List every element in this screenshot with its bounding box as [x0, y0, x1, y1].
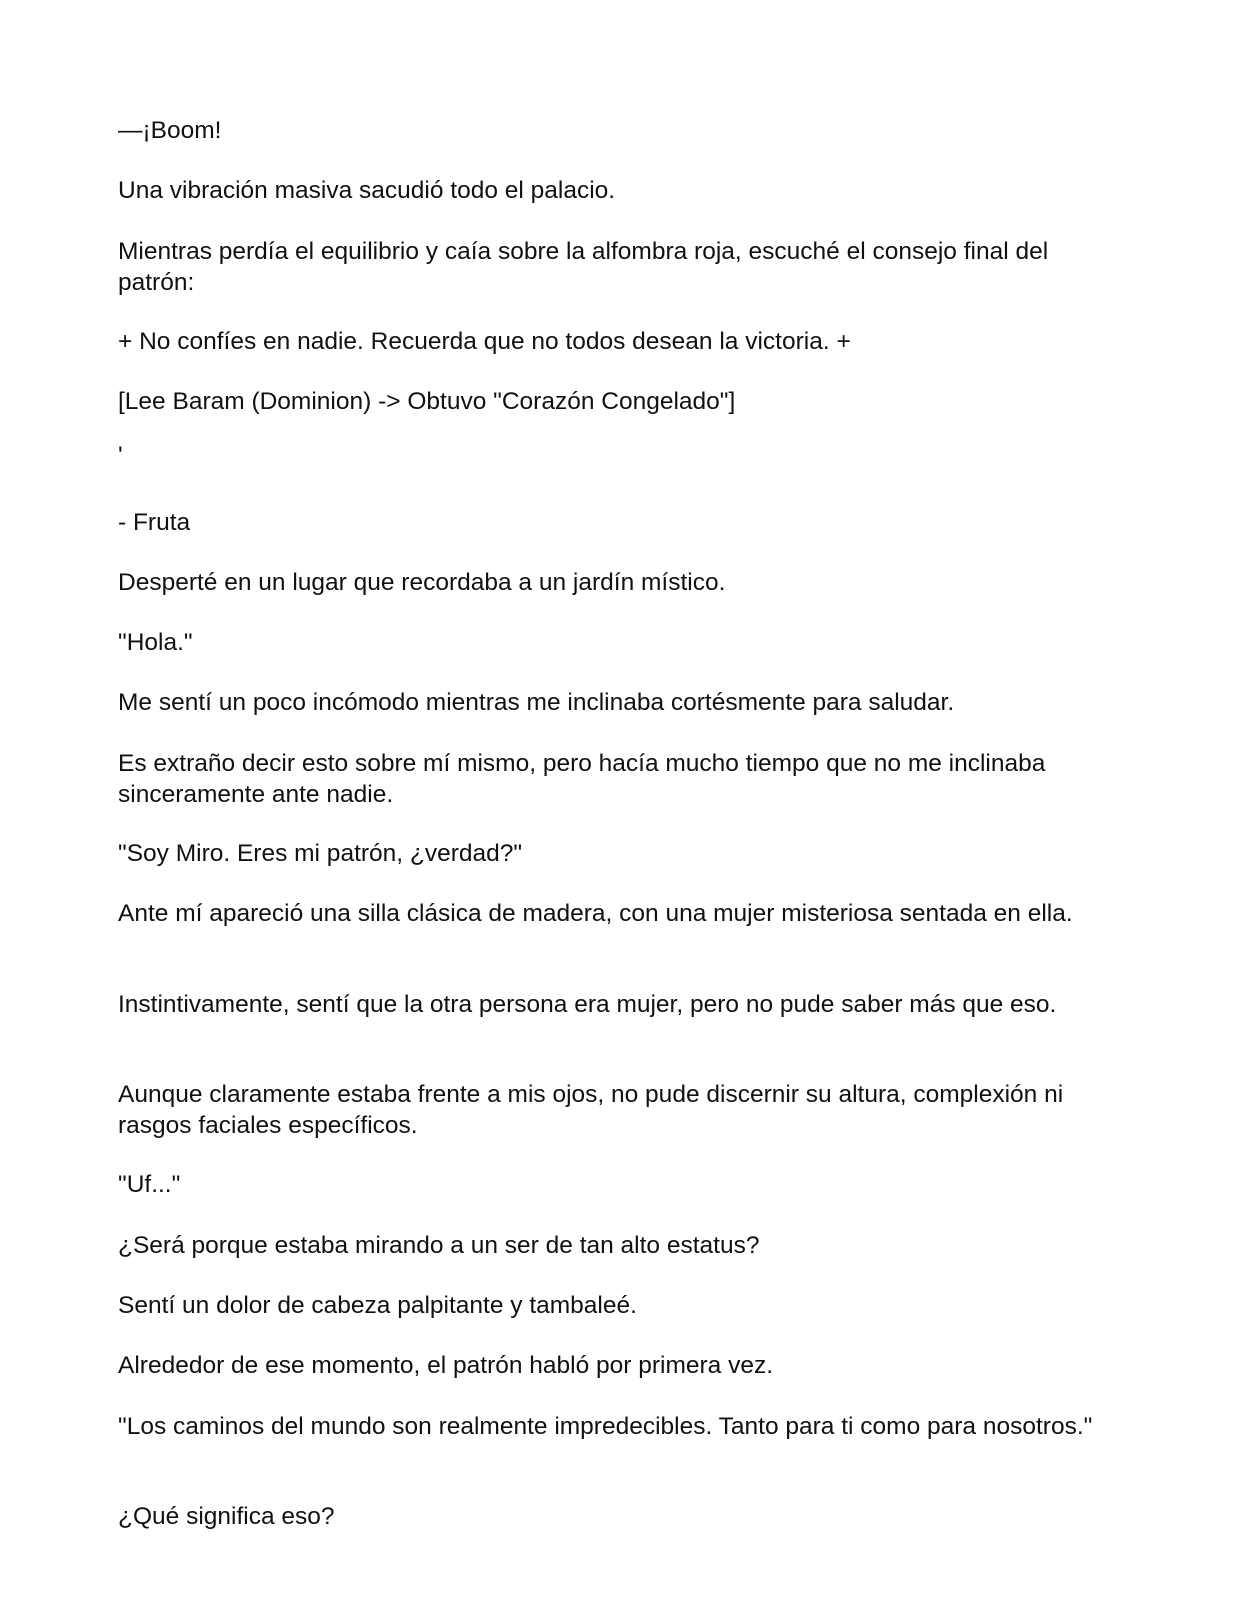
paragraph-17: ¿Será porque estaba mirando a un ser de tan alto estatus?: [118, 1232, 760, 1259]
paragraph-21: ¿Qué significa eso?: [118, 1503, 335, 1530]
paragraph-5: [Lee Baram (Dominion) -> Obtuvo "Corazón Congelado"]: [118, 388, 736, 415]
paragraph-6: ': [118, 442, 123, 469]
paragraph-1: —¡Boom!: [118, 117, 222, 144]
paragraph-18: Sentí un dolor de cabeza palpitante y tambaleé.: [118, 1292, 637, 1319]
paragraph-12: "Soy Miro. Eres mi patrón, ¿verdad?": [118, 840, 523, 867]
paragraph-16: "Uf...": [118, 1171, 181, 1198]
paragraph-4: + No confíes en nadie. Recuerda que no todos desean la victoria. +: [118, 328, 851, 355]
paragraph-19: Alrededor de ese momento, el patrón habló por primera vez.: [118, 1352, 774, 1379]
paragraph-20: "Los caminos del mundo son realmente impredecibles. Tanto para ti como para nosotros.": [118, 1413, 1093, 1440]
paragraph-3: Mientras perdía el equilibrio y caía sobre la alfombra roja, escuché el consejo final del patrón:: [118, 238, 1049, 296]
paragraph-14: Instintivamente, sentí que la otra persona era mujer, pero no pude saber más que eso.: [118, 991, 1057, 1018]
paragraph-15: Aunque claramente estaba frente a mis ojos, no pude discernir su altura, complexión ni rasgos faciales específicos.: [118, 1081, 1064, 1139]
section-heading: - Fruta: [118, 509, 191, 536]
paragraph-10: Me sentí un poco incómodo mientras me inclinaba cortésmente para saludar.: [118, 689, 955, 716]
paragraph-13: Ante mí apareció una silla clásica de madera, con una mujer misteriosa sentada en ella.: [118, 900, 1073, 927]
paragraph-9: "Hola.": [118, 629, 193, 656]
paragraph-8: Desperté en un lugar que recordaba a un jardín místico.: [118, 569, 726, 596]
paragraph-11: Es extraño decir esto sobre mí mismo, pero hacía mucho tiempo que no me inclinaba sinceramente ante nadie.: [118, 750, 1046, 808]
paragraph-2: Una vibración masiva sacudió todo el palacio.: [118, 177, 616, 204]
